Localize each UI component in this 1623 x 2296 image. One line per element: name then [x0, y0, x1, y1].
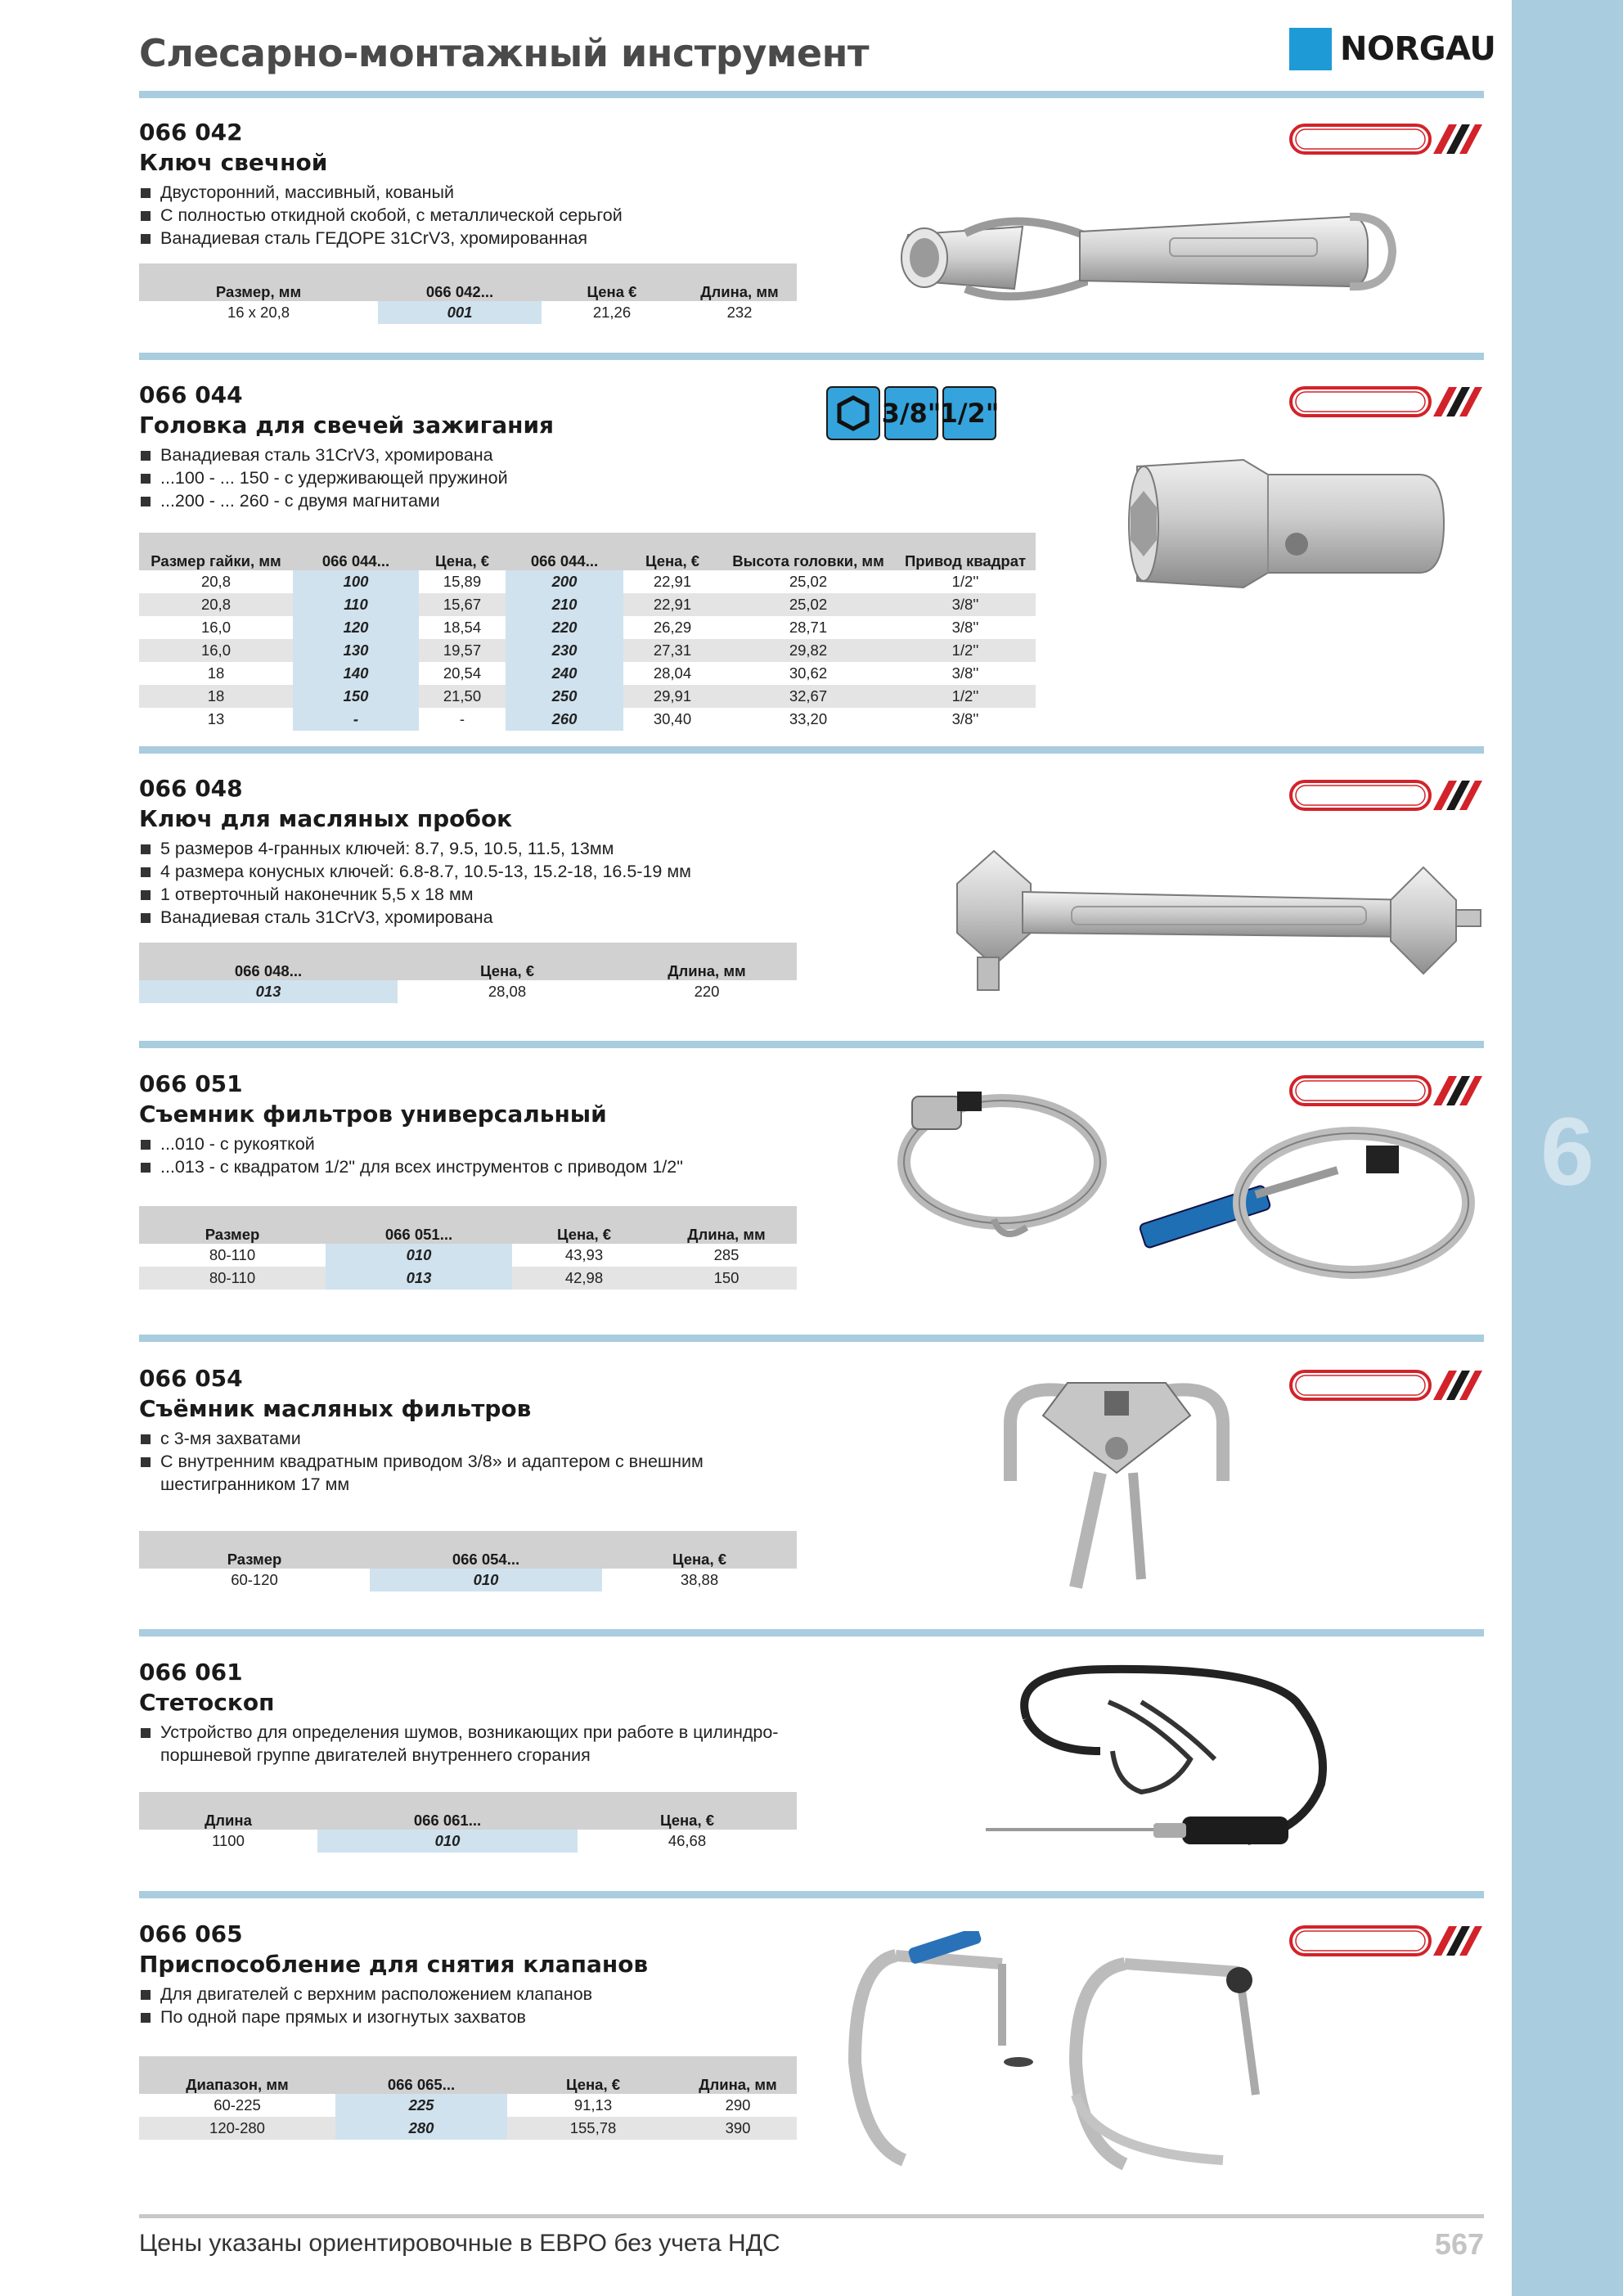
feature-item: Двусторонний, массивный, кованый [139, 181, 1484, 204]
table-cell: 80-110 [139, 1267, 326, 1290]
table-cell: 285 [713, 1246, 740, 1263]
article-number: 230 [506, 639, 623, 662]
price-cell: 22,91 [653, 573, 692, 590]
table-row [139, 662, 1036, 685]
spec-table [139, 533, 1036, 731]
table-cell: 16,0 [139, 639, 293, 662]
article-number: 110 [293, 593, 419, 616]
column-header: Длина [139, 1792, 317, 1830]
feature-item: Для двигателей с верхним расположением клапанов [139, 1983, 1484, 2006]
product-code: 066 065 [139, 1920, 243, 1947]
table-cell: 16 x 20,8 [227, 304, 290, 321]
table-cell: 390 [679, 2117, 797, 2140]
product-code: 066 051 [139, 1070, 243, 1097]
price-cell: 30,40 [653, 710, 692, 727]
article-number: 200 [506, 570, 623, 593]
column-header: 066 054... [370, 1531, 602, 1569]
price-cell: 18,54 [443, 619, 482, 636]
footer-divider [139, 2214, 1484, 2218]
spark-plug-socket-image [1121, 442, 1464, 606]
product-code: 066 044 [139, 381, 243, 408]
spec-table [139, 263, 797, 324]
price-cell: 20,54 [443, 664, 482, 682]
column-header: Цена, € [578, 1792, 797, 1830]
feature-item: с 3-мя захватами [139, 1427, 810, 1450]
table-cell: 60-120 [231, 1571, 278, 1588]
article-number: 225 [335, 2094, 507, 2117]
column-header: 066 051... [326, 1206, 512, 1244]
column-header: Цена, € [602, 1531, 797, 1569]
feature-list [139, 1721, 810, 1767]
table-row [139, 2117, 797, 2140]
article-number: 280 [335, 2117, 507, 2140]
article-number: 140 [293, 662, 419, 685]
spec-table [139, 943, 797, 1003]
table-cell: 120-280 [139, 2117, 335, 2140]
price-cell: 28,04 [653, 664, 692, 682]
page-title: Слесарно-монтажный инструмент [139, 31, 870, 75]
product-name: Ключ для масляных пробок [139, 805, 513, 832]
product-code: 066 042 [139, 119, 243, 146]
gedore-logo [1289, 121, 1484, 157]
price-cell: - [459, 710, 465, 727]
price-cell: 15,89 [443, 573, 482, 590]
product-code: 066 061 [139, 1659, 243, 1686]
price-cell: 26,29 [653, 619, 692, 636]
column-header: Длина, мм [682, 263, 797, 301]
table-cell: 18 [207, 664, 225, 682]
table-row [139, 570, 1036, 593]
section-divider [139, 1041, 1484, 1048]
table-cell: 3/8'' [951, 664, 979, 682]
hex-socket-icon [826, 386, 880, 440]
product-code: 066 054 [139, 1365, 243, 1392]
column-header: Размер [139, 1531, 370, 1569]
spec-table [139, 1206, 797, 1290]
table-row [139, 639, 1036, 662]
product-name: Съемник фильтров универсальный [139, 1101, 607, 1128]
price-cell: 43,93 [564, 1246, 604, 1263]
price-cell: 38,88 [680, 1571, 719, 1588]
table-cell: 3/8'' [951, 619, 979, 636]
price-cell: 42,98 [512, 1267, 656, 1290]
article-number: 260 [506, 708, 623, 731]
table-row [139, 1830, 797, 1853]
column-header: 066 044... [506, 533, 623, 570]
feature-item: 5 размеров 4-гранных ключей: 8.7, 9.5, 10.5, 11.5, 13мм [139, 837, 1484, 860]
article-number: 010 [326, 1244, 512, 1267]
section-divider [139, 353, 1484, 360]
column-header: Размер [139, 1206, 326, 1244]
feature-item: С внутренним квадратным приводом 3/8» и адаптером с внешним шестигранником 17 мм [139, 1450, 810, 1496]
column-header: 066 042... [378, 263, 542, 301]
price-cell: 29,91 [623, 685, 722, 708]
feature-item: ...013 - с квадратом 1/2" для всех инструментов с приводом 1/2" [139, 1155, 1484, 1178]
product-name: Приспособление для снятия клапанов [139, 1951, 649, 1978]
table-row [139, 708, 1036, 731]
universal-filter-wrench-image [879, 1080, 1489, 1297]
product-name: Головка для свечей зажигания [139, 412, 555, 439]
table-cell: 1/2'' [895, 639, 1036, 662]
table-cell: 28,71 [789, 619, 828, 636]
column-header: Длина, мм [679, 2056, 797, 2094]
stethoscope-image [978, 1653, 1370, 1857]
feature-item: Устройство для определения шумов, возникающих при работе в цилиндро-поршневой группе двигателей внутреннего сгорания [139, 1721, 810, 1767]
column-header: Диапазон, мм [139, 2056, 335, 2094]
table-row [139, 980, 797, 1003]
table-row [139, 685, 1036, 708]
column-header: Размер гайки, мм [139, 533, 293, 570]
article-number: 001 [378, 301, 542, 324]
spec-table [139, 1531, 797, 1591]
table-cell: 13 [207, 710, 225, 727]
table-cell: 33,20 [789, 710, 828, 727]
product-name: Стетоскоп [139, 1689, 275, 1716]
price-cell: 21,50 [419, 685, 506, 708]
column-header: Длина, мм [617, 943, 797, 980]
section-divider [139, 1629, 1484, 1636]
column-header: 066 044... [293, 533, 419, 570]
drive-size-icons [826, 386, 1000, 440]
gedore-logo [1289, 1923, 1484, 1959]
table-row [139, 301, 797, 324]
column-header: 066 048... [139, 943, 398, 980]
table-cell: 16,0 [200, 619, 231, 636]
chapter-number: 6 [1540, 1098, 1594, 1206]
table-cell: 25,02 [789, 573, 828, 590]
price-cell: 19,57 [419, 639, 506, 662]
table-cell: 30,62 [789, 664, 828, 682]
table-row [139, 1244, 797, 1267]
price-cell: 46,68 [668, 1832, 707, 1849]
table-row [139, 1569, 797, 1591]
article-number: - [293, 708, 419, 731]
price-cell: 28,08 [488, 983, 527, 1000]
table-cell: 3/8'' [895, 593, 1036, 616]
price-cell: 15,67 [419, 593, 506, 616]
article-number: 100 [293, 570, 419, 593]
feature-item: ...100 - ... 150 - с удерживающей пружиной [139, 466, 1484, 489]
product-name: Ключ свечной [139, 149, 328, 176]
table-cell: 220 [694, 983, 720, 1000]
feature-item: Ванадиевая сталь 31CrV3, хромирована [139, 906, 1484, 929]
table-cell: 25,02 [722, 593, 895, 616]
feature-list [139, 1427, 810, 1496]
spark-plug-wrench-image [892, 184, 1399, 323]
article-number: 010 [370, 1569, 602, 1591]
table-cell: 3/8'' [951, 710, 979, 727]
drive-3-8-icon: 3/8" [884, 386, 938, 440]
price-cell: 27,31 [623, 639, 722, 662]
feature-item: ...200 - ... 260 - с двумя магнитами [139, 489, 1484, 512]
table-cell: 1/2'' [895, 685, 1036, 708]
article-number: 220 [506, 616, 623, 639]
section-divider [139, 91, 1484, 98]
feature-item: С полностью откидной скобой, с металлической серьгой [139, 204, 1484, 227]
article-number: 130 [293, 639, 419, 662]
product-066-054 [139, 1364, 1484, 1496]
product-code: 066 048 [139, 775, 243, 802]
column-header: Цена, € [512, 1206, 656, 1244]
column-header: Цена, € [507, 2056, 679, 2094]
column-header: 066 061... [317, 1792, 578, 1830]
brand-logo [1289, 28, 1495, 70]
table-cell: 18 [139, 685, 293, 708]
column-header: Цена, € [419, 533, 506, 570]
table-row [139, 616, 1036, 639]
page-number: 567 [1434, 2227, 1484, 2261]
three-jaw-filter-remover-image [978, 1358, 1256, 1604]
article-number: 150 [293, 685, 419, 708]
column-header: Привод квадрат [895, 533, 1036, 570]
table-cell: 150 [656, 1267, 797, 1290]
column-header: Размер, мм [139, 263, 378, 301]
table-cell: 20,8 [139, 593, 293, 616]
product-name: Съёмник масляных фильтров [139, 1395, 532, 1422]
valve-spring-compressor-image [830, 1931, 1288, 2177]
feature-item: 4 размера конусных ключей: 6.8-8.7, 10.5-13, 15.2-18, 16.5-19 мм [139, 860, 1484, 883]
section-divider [139, 1335, 1484, 1342]
column-header: Цена € [542, 263, 682, 301]
oil-plug-wrench-image [933, 835, 1489, 998]
price-disclaimer: Цены указаны ориентировочные в ЕВРО без учета НДС [139, 2230, 780, 2257]
gedore-logo [1289, 384, 1484, 420]
table-row [139, 2094, 797, 2117]
table-row [139, 1267, 797, 1290]
column-header: Длина, мм [656, 1206, 797, 1244]
article-number: 013 [326, 1267, 512, 1290]
column-header: 066 065... [335, 2056, 507, 2094]
section-divider [139, 1891, 1484, 1898]
article-number: 010 [317, 1830, 578, 1853]
column-header: Высота головки, мм [722, 533, 895, 570]
table-cell: 232 [726, 304, 753, 321]
spec-table [139, 2056, 797, 2140]
article-number: 210 [506, 593, 623, 616]
drive-1-2-icon: 1/2" [942, 386, 996, 440]
feature-item: По одной паре прямых и изогнутых захватов [139, 2006, 1484, 2028]
feature-item: Ванадиевая сталь 31CrV3, хромирована [139, 443, 1484, 466]
table-cell: 60-225 [214, 2096, 261, 2114]
table-cell: 80-110 [209, 1246, 256, 1263]
article-number: 120 [293, 616, 419, 639]
feature-item: 1 отверточный наконечник 5,5 х 18 мм [139, 883, 1484, 906]
section-divider [139, 746, 1484, 754]
gedore-logo [1289, 777, 1484, 813]
price-cell: 21,26 [592, 304, 632, 321]
brand-name: NORGAU [1340, 30, 1496, 68]
gedore-logo [1289, 1367, 1484, 1403]
table-cell: 32,67 [722, 685, 895, 708]
feature-item: ...010 - с рукояткой [139, 1132, 1484, 1155]
table-cell: 290 [725, 2096, 751, 2114]
article-number: 240 [506, 662, 623, 685]
table-cell: 29,82 [722, 639, 895, 662]
price-cell: 91,13 [573, 2096, 613, 2114]
table-cell: 1/2'' [951, 573, 979, 590]
column-header: Цена, € [398, 943, 617, 980]
article-number: 250 [506, 685, 623, 708]
column-header: Цена, € [623, 533, 722, 570]
feature-item: Ванадиевая сталь ГЕДОРЕ 31CrV3, хромированная [139, 227, 1484, 250]
article-number: 013 [139, 980, 398, 1003]
table-cell: 1100 [212, 1832, 245, 1849]
spec-table [139, 1792, 797, 1853]
table-cell: 20,8 [200, 573, 231, 590]
price-cell: 22,91 [623, 593, 722, 616]
brand-square-icon [1289, 28, 1332, 70]
price-cell: 155,78 [507, 2117, 679, 2140]
table-row [139, 593, 1036, 616]
